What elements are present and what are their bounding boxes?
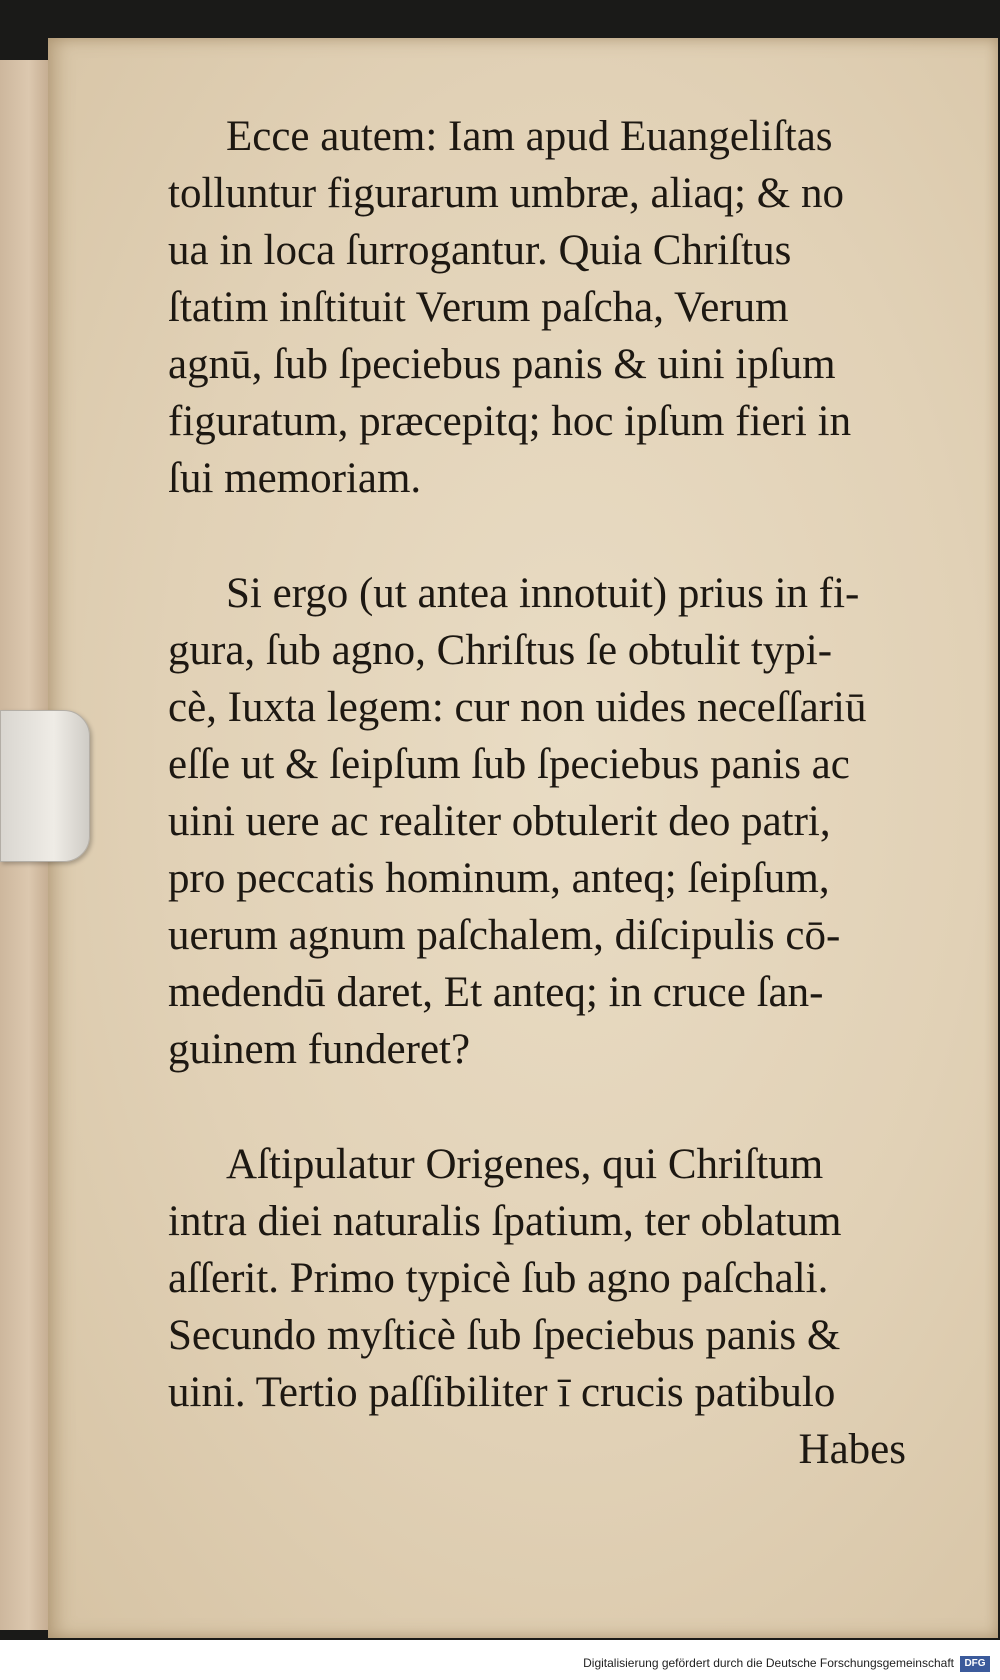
text-line: uini. Tertio paſſibiliter ī crucis patibulo [168,1369,836,1416]
text-line: guinem funderet? [168,1026,471,1073]
text-line: Si ergo (ut antea innotuit) prius in fi- [226,570,860,617]
bookmark-clip [0,710,90,862]
text-line: Aſtipulatur Origenes, qui Chriſtum [226,1141,824,1188]
text-line: aſſerit. Primo typicè ſub agno paſchali. [168,1255,829,1302]
text-line: uerum agnum paſchalem, diſcipulis cō- [168,912,841,959]
text-line: pro peccatis hominum, anteq; ſeipſum, [168,855,830,902]
paragraph-gap [168,507,928,565]
text-line: intra diei naturalis ſpatium, ter oblatum [168,1198,842,1245]
text-line: ua in loca ſurrogantur. Quia Chriſtus [168,227,792,274]
text-line: gura, ſub agno, Chriſtus ſe obtulit typi- [168,627,833,674]
text-line: eſſe ut & ſeipſum ſub ſpeciebus panis ac [168,741,850,788]
paragraph-gap [168,1078,928,1136]
footer-bar [0,1640,1000,1680]
text-line: ſui memoriam. [168,455,422,502]
book-page [48,38,998,1638]
text-line: ſtatim inſtituit Verum paſcha, Verum [168,284,789,331]
text-line: tolluntur figurarum umbræ, aliaq; & no [168,170,844,217]
paragraph-2 [168,565,928,1078]
text-line: Ecce autem: Iam apud Euangeliſtas [226,113,833,160]
paragraph-3 [168,1136,928,1478]
text-line: Secundo myſticè ſub ſpeciebus panis & [168,1312,841,1359]
text-line: uini uere ac realiter obtulerit deo patri, [168,798,831,845]
text-line: figuratum, præcepitq; hoc ipſum fieri in [168,398,852,445]
text-line: medendū daret, Et anteq; in cruce ſan- [168,969,824,1016]
paragraph-1 [168,108,928,507]
text-line: agnū, ſub ſpeciebus panis & uini ipſum [168,341,836,388]
catchword: Habes [798,1426,906,1473]
text-line: cè, Iuxta legem: cur non uides neceſſariū [168,684,867,731]
funding-credit: Digitalisierung gefördert durch die Deutsche Forschungsgemeinschaft [583,1656,954,1670]
page-text [168,108,928,1478]
dfg-logo-icon: DFG [960,1656,990,1672]
